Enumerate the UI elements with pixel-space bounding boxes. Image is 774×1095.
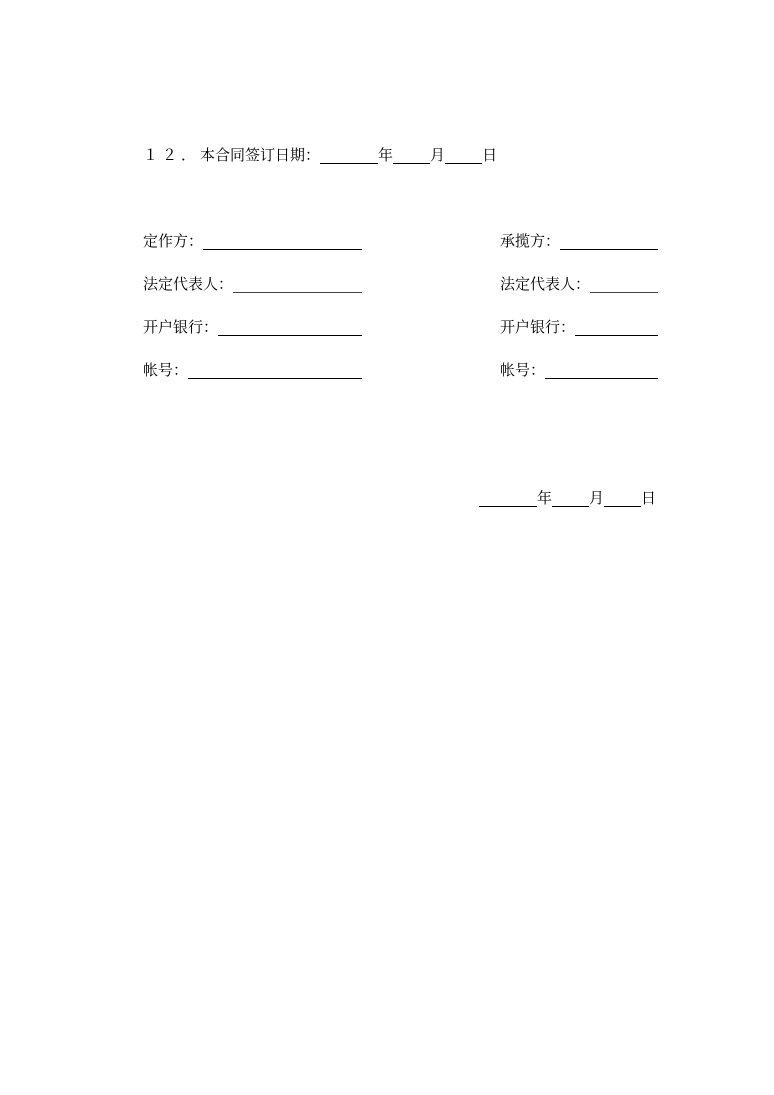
right-bank-label: 开户银行： <box>500 318 576 336</box>
right-bank-row <box>500 318 658 336</box>
right-rep-row <box>500 275 658 293</box>
signing-month-label: 月 <box>430 146 446 164</box>
right-account-label: 帐号： <box>500 361 546 379</box>
right-account-blank[interactable] <box>545 364 658 379</box>
left-bank-label: 开户银行： <box>143 318 219 336</box>
signing-year-label: 年 <box>378 146 394 164</box>
footer-month-blank[interactable] <box>552 492 589 507</box>
signing-year-blank[interactable] <box>320 149 378 164</box>
signing-date-label: 本合同签订日期： <box>200 146 321 164</box>
clause-number: １２． <box>143 146 201 164</box>
signing-month-blank[interactable] <box>393 149 430 164</box>
right-rep-label: 法定代表人： <box>500 275 591 293</box>
right-party-blank[interactable] <box>560 235 658 250</box>
left-rep-row <box>143 275 362 293</box>
right-party-row <box>500 232 658 250</box>
footer-day-label: 日 <box>641 489 657 507</box>
footer-month-label: 月 <box>589 489 605 507</box>
right-bank-blank[interactable] <box>575 321 658 336</box>
left-rep-blank[interactable] <box>233 278 362 293</box>
left-account-blank[interactable] <box>188 364 362 379</box>
right-rep-blank[interactable] <box>590 278 658 293</box>
left-account-row <box>143 361 362 379</box>
right-account-row <box>500 361 658 379</box>
footer-date-line <box>479 489 656 507</box>
left-bank-row <box>143 318 362 336</box>
signing-day-label: 日 <box>482 146 498 164</box>
footer-year-blank[interactable] <box>479 492 537 507</box>
left-party-blank[interactable] <box>203 235 362 250</box>
signing-day-blank[interactable] <box>445 149 482 164</box>
footer-day-blank[interactable] <box>604 492 641 507</box>
right-party-label: 承揽方： <box>500 232 561 250</box>
left-rep-label: 法定代表人： <box>143 275 234 293</box>
left-bank-blank[interactable] <box>218 321 362 336</box>
left-party-row <box>143 232 362 250</box>
left-account-label: 帐号： <box>143 361 189 379</box>
footer-year-label: 年 <box>537 489 553 507</box>
signing-date-line <box>143 146 497 164</box>
left-party-label: 定作方： <box>143 232 204 250</box>
